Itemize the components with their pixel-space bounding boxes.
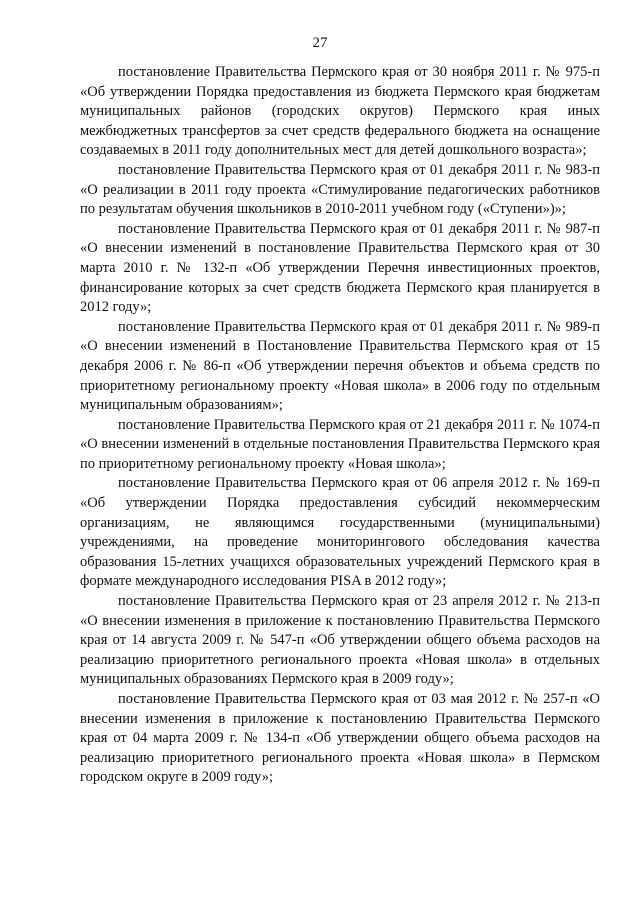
page-number: 27 bbox=[312, 35, 328, 51]
paragraph-resolution-987: постановление Правительства Пермского края от 01 декабря 2011 г. № 987-п «О внесении изменений в постановление Правительства Пермского края от 30 марта 2010 г. № 132-п «Об утверждении Перечня инвестиционных проектов, финансирование которых за счет средств бюджета Пермского края планируется в 2012 году»; bbox=[80, 220, 600, 316]
paragraph-resolution-169: постановление Правительства Пермского края от 06 апреля 2012 г. № 169-п «Об утверждении Порядка предоставления субсидий некоммерческим организациям, не являющимся государственными (муниципальными) учреждениями, на проведение мониторингового обследования качества образования 15-летних учащихся образовательных учреждений Пермского края в формате международного исследования PISA в 2012 году»; bbox=[80, 475, 600, 590]
document-body bbox=[80, 63, 600, 788]
paragraph-resolution-1074: постановление Правительства Пермского края от 21 декабря 2011 г. № 1074-п «О внесении изменений в отдельные постановления Правительства Пермского края по приоритетному региональному проекту «Новая школа»; bbox=[80, 416, 600, 472]
paragraph-resolution-983: постановление Правительства Пермского края от 01 декабря 2011 г. № 983-п «О реализации в 2011 году проекта «Стимулирование педагогических работников по результатам обучения школьников в 2010-2011 учебном году («Ступени»)»; bbox=[80, 161, 600, 218]
paragraph-resolution-989: постановление Правительства Пермского края от 01 декабря 2011 г. № 989-п «О внесении изменений в Постановление Правительства Пермского края от 15 декабря 2006 г. № 86-п «Об утверждении перечня объектов и объема средств по приоритетному региональному проекту «Новая школа» в 2006 году по отдельным муниципальным образованиям»; bbox=[80, 318, 600, 414]
paragraph-resolution-257: постановление Правительства Пермского края от 03 мая 2012 г. № 257-п «О внесении изменения в приложение к постановлению Правительства Пермского края от 04 марта 2009 г. № 134-п «Об утверждении общего объема расходов на реализацию приоритетного регионального проекта «Новая школа» в Пермском городском округе в 2009 году»; bbox=[80, 691, 600, 786]
paragraph-resolution-975: постановление Правительства Пермского края от 30 ноября 2011 г. № 975-п «Об утверждении Порядка предоставления из бюджета Пермского края бюджетам муниципальных районов (городских округов) Пермского края иных межбюджетных трансфертов за счет средств федерального бюджета на оснащение создаваемых в 2011 году дополнительных мест для детей дошкольного возраста»; bbox=[80, 64, 600, 159]
paragraph-resolution-213: постановление Правительства Пермского края от 23 апреля 2012 г. № 213-п «О внесении изменения в приложение к постановлению Правительства Пермского края от 14 августа 2009 г. № 547-п «Об утверждении общего объема расходов на реализацию приоритетного регионального проекта «Новая школа» в отдельных муниципальных образованиях Пермского края в 2009 году»; bbox=[80, 593, 600, 688]
